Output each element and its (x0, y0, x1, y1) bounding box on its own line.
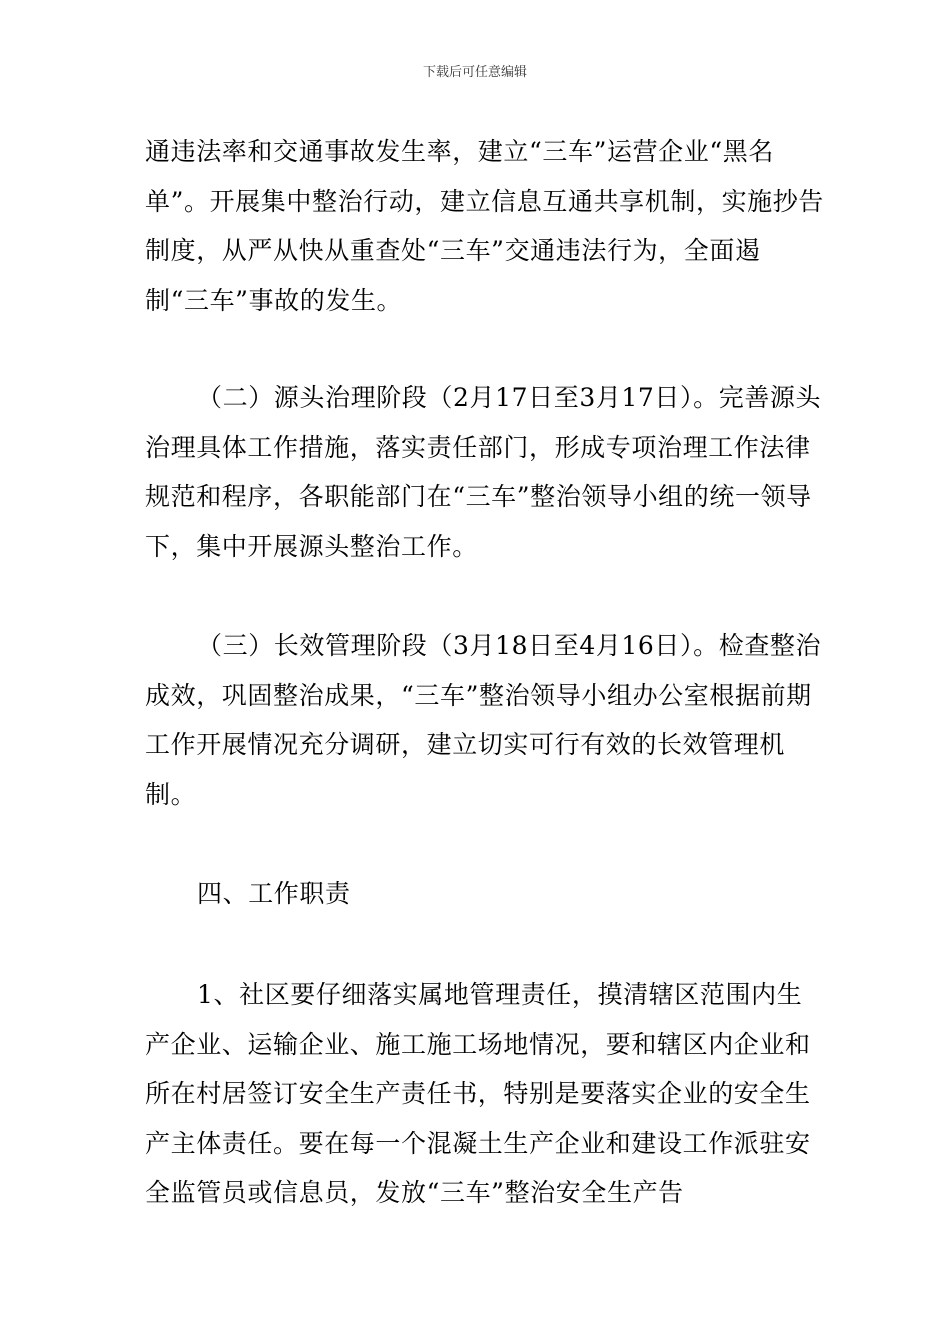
section-heading-work-duties: 四、工作职责 (197, 879, 351, 908)
paragraph-long-term-management-stage: （三）长效管理阶段（3月18日至4月16日）。检查整治成效，巩固整治成果，“三车”整治领导小组办公室根据前期工作开展情况充分调研，建立切实可行有效的长效管理机制。 (145, 631, 822, 809)
paragraph-duty-1: 1、社区要仔细落实属地管理责任，摸清辖区范围内生产企业、运输企业、施工施工场地情况，要和辖区内企业和所在村居签订安全生产责任书，特别是要落实企业的安全生产主体责任。要在每一个混凝土生产企业和建设工作派驻安全监管员或信息员，发放“三车”整治安全生产告 (145, 980, 811, 1207)
page-header: 下载后可任意编辑 (422, 65, 527, 80)
paragraph-continuation: 通违法率和交通事故发生率，建立“三车”运营企业“黑名单”。开展集中整治行动，建立信息互通共享机制，实施抄告制度，从严从快从重查处“三车”交通违法行为，全面遏制“三车”事故的发生。 (145, 137, 824, 315)
paragraph-source-governance-stage: （二）源头治理阶段（2月17日至3月17日）。完善源头治理具体工作措施，落实责任部门，形成专项治理工作法律规范和程序，各职能部门在“三车”整治领导小组的统一领导下，集中开展源头整治工作。 (145, 383, 822, 561)
